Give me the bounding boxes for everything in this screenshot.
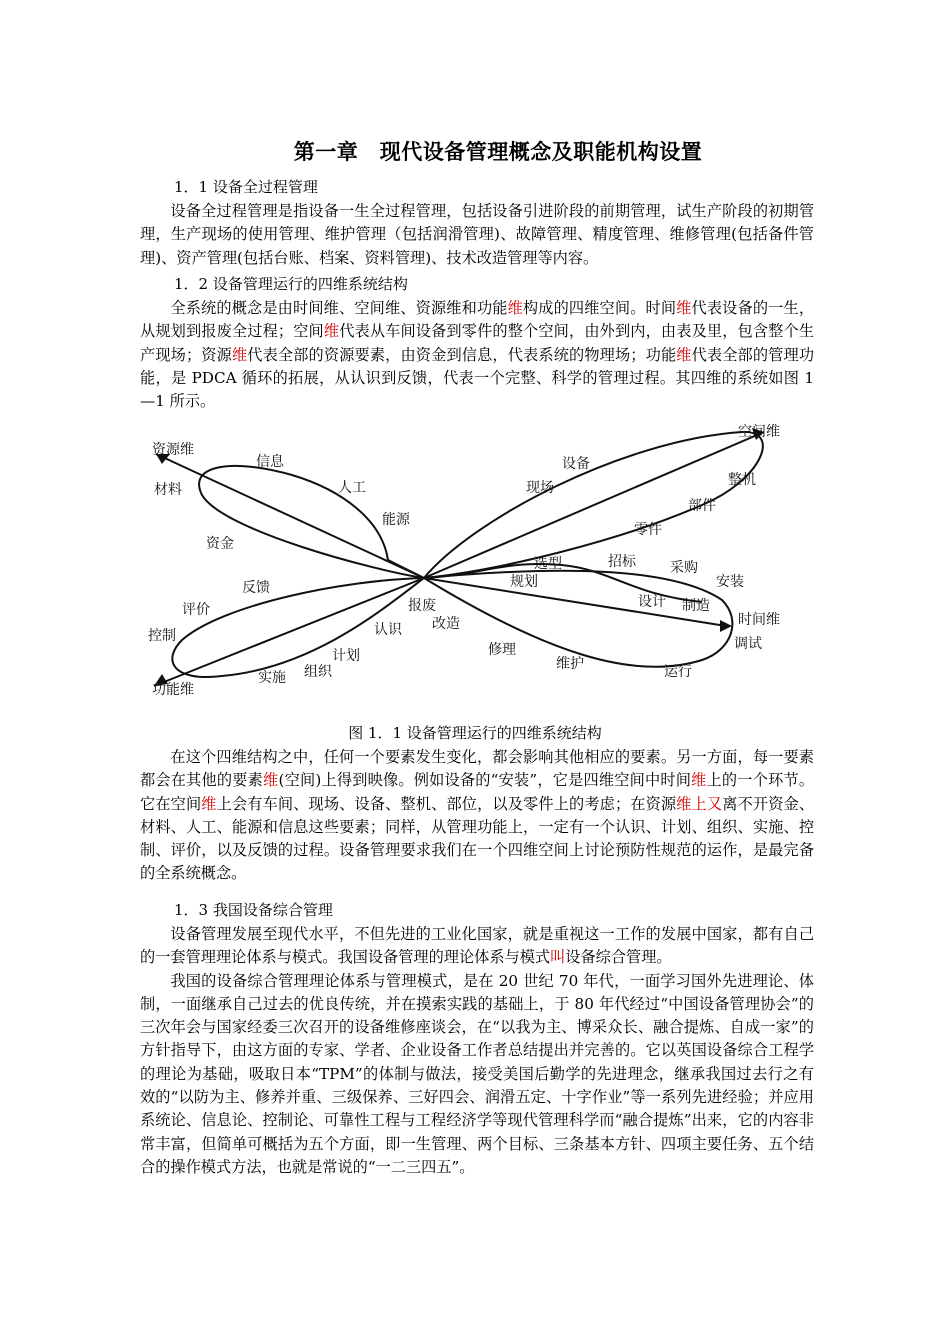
label-pingjia: 评价 [182, 602, 210, 618]
label-yunxing: 运行 [664, 664, 692, 680]
label-baofei: 报废 [408, 598, 436, 614]
section-heading-1-1: 1．1 设备全过程管理 [174, 178, 318, 196]
label-renshi: 认识 [374, 622, 402, 638]
label-lingjian: 零件 [634, 522, 662, 538]
label-cailiao: 材料 [154, 482, 182, 498]
label-zijin: 资金 [206, 536, 234, 552]
label-zuzhi: 组织 [304, 664, 332, 680]
label-shebei: 设备 [562, 456, 590, 472]
label-xuanxing: 选型 [534, 556, 562, 572]
label-caigou: 采购 [670, 560, 698, 576]
label-bujian: 部件 [688, 498, 716, 514]
axis-resource: 资源维 [152, 442, 194, 458]
label-xiuli: 修理 [488, 642, 516, 658]
label-xianchang: 现场 [526, 480, 554, 496]
label-weihu: 维护 [556, 656, 584, 672]
label-xinxi: 信息 [256, 454, 284, 470]
label-guihua: 规划 [510, 574, 538, 590]
chapter-title: 第一章 现代设备管理概念及职能机构设置 [293, 139, 703, 164]
section-1-1-body [140, 200, 814, 270]
label-zhaobiao: 招标 [608, 554, 636, 570]
label-tiaoshi: 调试 [734, 636, 762, 652]
label-fankui: 反馈 [242, 580, 270, 596]
axis-time: 时间维 [738, 612, 780, 628]
section-1-2-body [140, 297, 814, 413]
figure-caption: 图 1．1 设备管理运行的四维系统结构 [348, 724, 602, 742]
label-zhengji: 整机 [728, 472, 756, 488]
label-kongzhi: 控制 [148, 628, 176, 644]
paragraph: 在这个四维结构之中，任何一个要素发生变化，都会影响其他相应的要素。另一方面，每一要素都会在其他的要素维(空间)上得到映像。例如设备的“安装”，它是四维空间中时间维上的一个环节。它在空间维上会有车间、现场、设备、整机、部位，以及零件上的考虑；在资源维上又离不开资金、材料、人工、能源和信息这些要素；同样，从管理功能上，一定有一个认识、计划、组织、实施、控制、评价，以及反馈的过程。设备管理要求我们在一个四维空间上讨论预防性规范的运作，是最完备的全系统概念。 [140, 748, 815, 883]
label-nengyuan: 能源 [382, 512, 410, 528]
four-dimension-diagram [142, 420, 806, 702]
section-1-2-body-continued [140, 746, 814, 886]
paragraph: 设备全过程管理是指设备一生全过程管理，包括设备引进阶段的前期管理，试生产阶段的初期管理，生产现场的使用管理、维护管理（包括润滑管理)、故障管理、精度管理、维修管理(包括备件管理)、资产管理(包括台账、档案、资料管理)、技术改造管理等内容。 [140, 202, 814, 267]
axis-function: 功能维 [152, 682, 194, 698]
label-sheji: 设计 [638, 594, 666, 610]
paragraph: 我国的设备综合管理理论体系与管理模式，是在 20 世纪 70 年代，一面学习国外先进理论、体制，一面继承自己过去的优良传统，并在摸索实践的基础上，于 80 年代经过“中国设备管理协会”的三次年会与国家经委三次召开的设备维修座谈会，在“以我为主、博采众长、融合提炼、自成一家”的方针指导下，由这方面的专家、学者、企业设备工作者总结提出并完善的。它以英国设备综合工程学的理论为基础，吸取日本“TPM”的体制与做法，接受美国后勤学的先进理念，继承我国过去行之有效的“以防为主、修养并重、三级保养、三好四会、润滑五定、十字作业”等一系列先进经验；并应用系统论、信息论、控制论、可靠性工程与工程经济学等现代管理科学而“融合提炼”出来，它的内容非常丰富，但简单可概括为五个方面，即一生管理、两个目标、三条基本方针、四项主要任务、五个结合的操作模式方法，也就是常说的“一二三四五”。 [140, 971, 814, 1176]
label-anzhuang: 安装 [716, 574, 744, 590]
label-gaizao: 改造 [432, 616, 460, 632]
paragraph: 全系统的概念是由时间维、空间维、资源维和功能维构成的四维空间。时间维代表设备的一生，从规划到报废全过程；空间维代表从车间设备到零件的整个空间，由外到内，由表及里，包含整个生产现场；资源维代表全部的资源要素，由资金到信息，代表系统的物理场；功能维代表全部的管理功能，是 PDCA 循环的拓展，从认识到反馈，代表一个完整、科学的管理过程。其四维的系统如图 1—1 所示。 [140, 299, 815, 411]
label-zhizao: 制造 [682, 598, 710, 614]
section-heading-1-2: 1．2 设备管理运行的四维系统结构 [174, 275, 408, 293]
label-jihua: 计划 [332, 648, 360, 664]
section-1-3-body [140, 923, 814, 1179]
label-shishi: 实施 [258, 670, 286, 686]
time-axis-line [424, 578, 726, 626]
section-heading-1-3: 1．3 我国设备综合管理 [174, 901, 333, 919]
label-rengong: 人工 [338, 480, 366, 496]
time-arrow [720, 620, 732, 632]
axis-space: 空间维 [738, 424, 780, 440]
paragraph: 设备管理发展至现代水平，不但先进的工业化国家，就是重视这一工作的发展中国家，都有自己的一套管理理论体系与模式。我国设备管理的理论体系与模式叫设备综合管理。 [140, 925, 814, 967]
